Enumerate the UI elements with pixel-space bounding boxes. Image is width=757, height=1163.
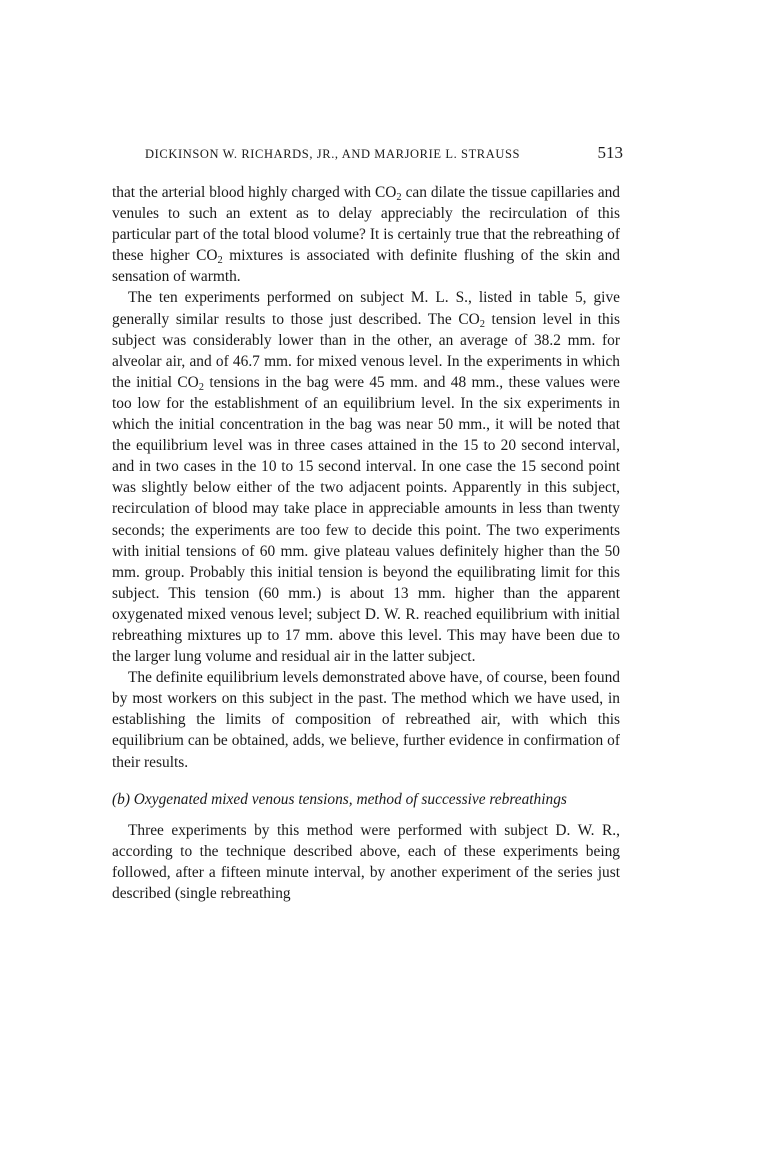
paragraph-2-text-a: The ten experiments performed on subject M. L. S., listed in table 5, give generally similar results to those just described. The CO [112,289,620,328]
section-heading: (b) Oxygenated mixed venous tensions, method of successive rebreathings [112,790,567,808]
paragraph-2-subscript-a: 2 [479,318,485,330]
paragraph-1-subscript-a: 2 [396,192,402,204]
body-text [112,182,620,904]
paragraph-2-text-c: tensions in the bag were 45 mm. and 48 mm., these values were too low for the establishment of an equilibrium level. In the six experiments in which the initial concentration in the bag was near 50 mm., it will be noted that the equilibrium level was in three cases attained in the 15 to 20 second interval, and in two cases in the 10 to 15 second interval. In one case the 15 second point was slightly below either of the two adjacent points. Apparently in this subject, recirculation of blood may take place in appreciable amounts in less than twenty seconds; the experiments are too few to decide this point. The two experiments with initial tensions of 60 mm. give plateau values definitely higher than the 50 mm. group. Probably this initial tension is beyond the equilibrating limit for this subject. This tension (60 mm.) is about 13 mm. higher than the apparent oxygenated mixed venous level; subject D. W. R. reached equilibrium with initial rebreathing mixtures up to 17 mm. above this level. This may have been due to the larger lung volume and residual air in the latter subject. [112,373,620,666]
paragraph-4: Three experiments by this method were performed with subject D. W. R., according to the technique described above, each of these experiments being followed, after a fifteen minute interval, by another experiment of the series just described (single rebreathing [112,821,620,902]
page-number: 513 [597,143,623,162]
running-head [145,143,625,165]
running-head-authors: DICKINSON W. RICHARDS, JR., AND MARJORIE L. STRAUSS [145,147,521,161]
paragraph-1-text-c: mixtures is associated with definite flushing of the skin and sensation of warmth. [112,247,620,286]
paragraph-2 [112,287,620,667]
paragraph-1 [112,182,620,287]
paragraph-1-text-a: that the arterial blood highly charged with CO [112,184,397,201]
paragraph-1-subscript-b: 2 [217,255,223,267]
paragraph-1-text-b: can dilate the tissue capillaries and venules to such an extent as to delay appreciably the recirculation of this particular part of the total blood volume? It is certainly true that the rebreathing of these higher CO [112,184,621,265]
paragraph-2-subscript-b: 2 [198,381,204,393]
paragraph-3: The definite equilibrium levels demonstrated above have, of course, been found by most workers on this subject in the past. The method which we have used, in establishing the limits of composition of rebreathed air, with which this equilibrium can be obtained, adds, we believe, further evidence in confirmation of their results. [112,669,620,771]
paragraph-2-text-b: tension level in this subject was considerably lower than in the other, an average of 38.2 mm. for alveolar air, and of 46.7 mm. for mixed venous level. In the experiments in which the initial CO [112,310,620,391]
